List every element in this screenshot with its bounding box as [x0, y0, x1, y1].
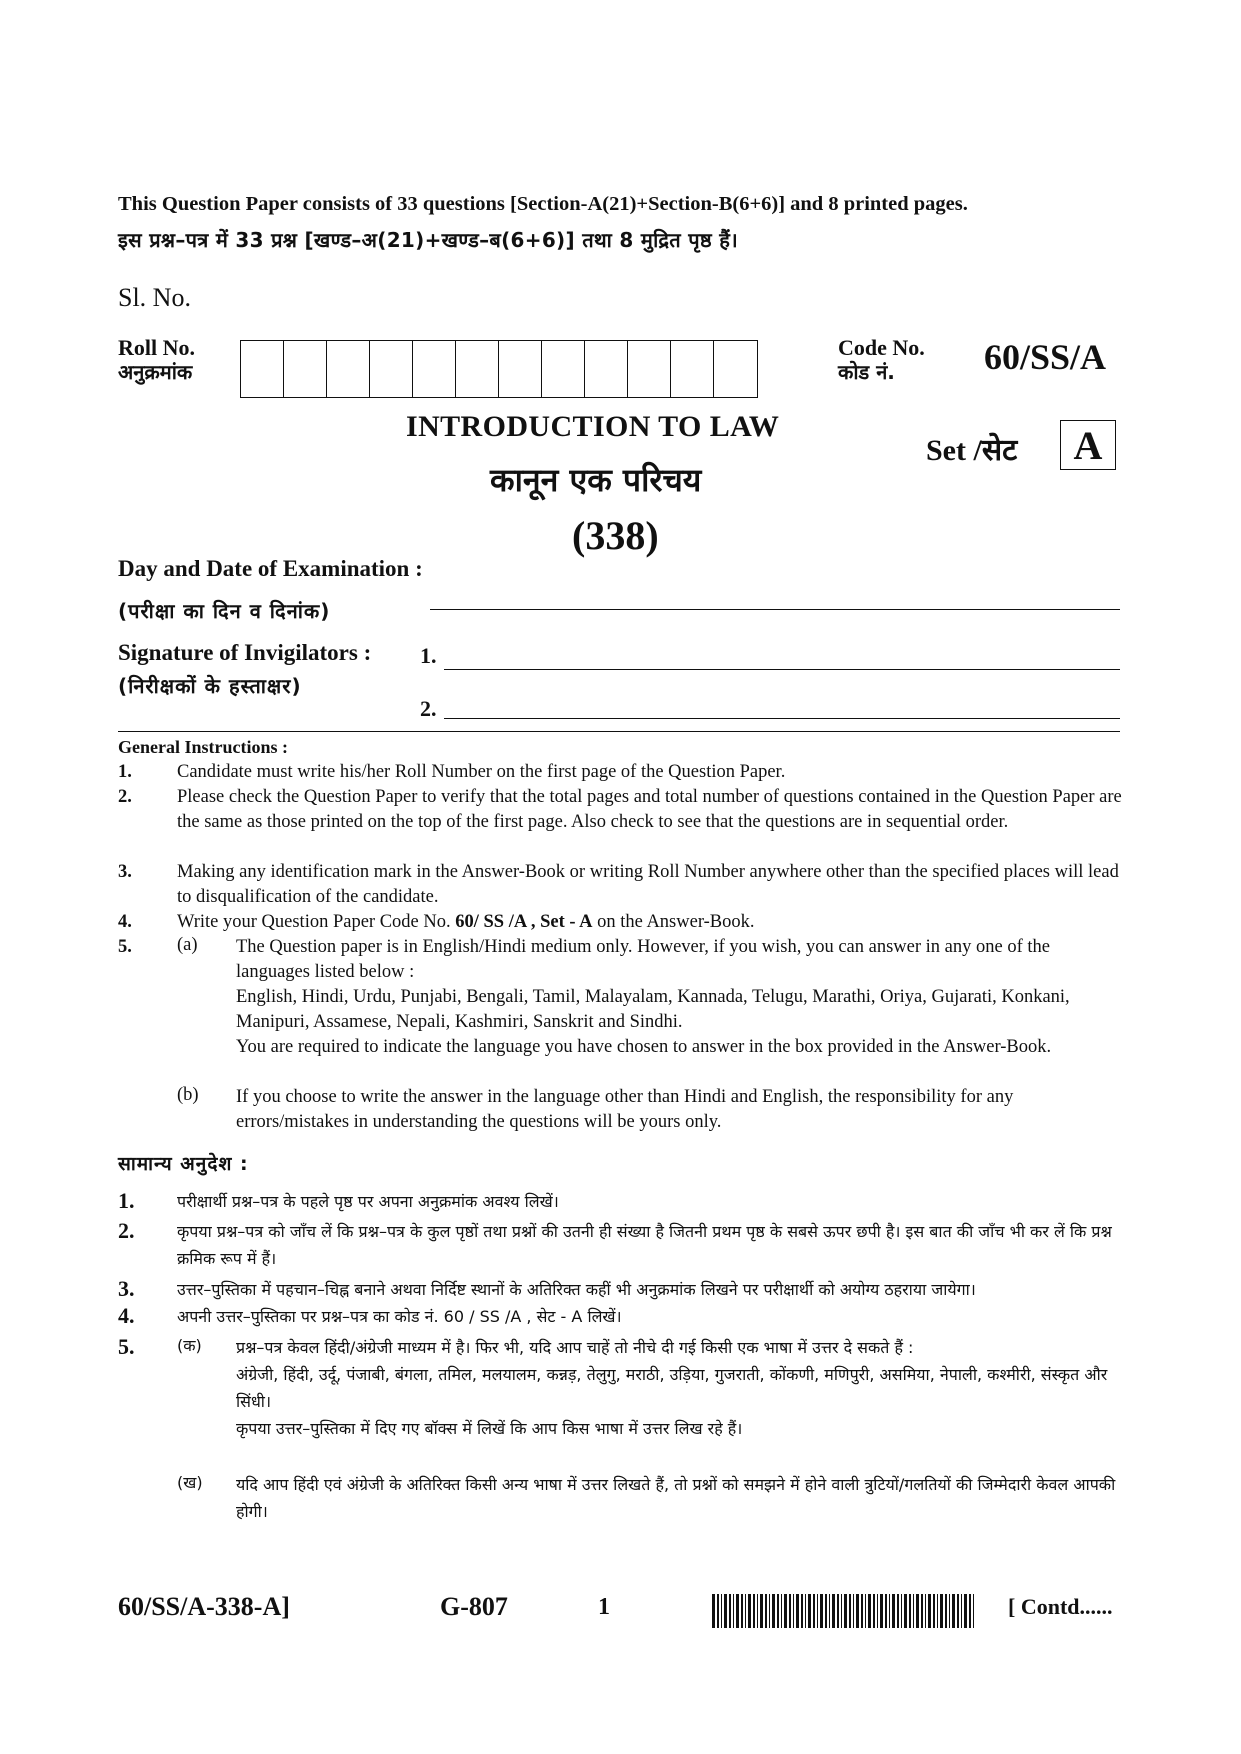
general-instructions-title: General Instructions :: [118, 737, 288, 757]
subject-code: (338): [572, 513, 659, 558]
roll-number-box[interactable]: [628, 341, 671, 397]
footer-page-number: 1: [598, 1594, 610, 1620]
subject-title-hi: कानून एक परिचय: [490, 461, 702, 499]
instruction-3-text: Making any identification mark in the Answer-Book or writing Roll Number anywhere other than the specified places will lead to disqualification of the candidate.: [177, 862, 1119, 907]
hi-instruction-5kha-label: (ख): [177, 1473, 203, 1492]
hi-instruction-2-number: 2.: [118, 1218, 135, 1243]
roll-number-box[interactable]: [499, 341, 542, 397]
roll-number-box[interactable]: [327, 341, 370, 397]
roll-number-box[interactable]: [456, 341, 499, 397]
roll-number-box[interactable]: [585, 341, 628, 397]
instruction-4-text: [177, 910, 1123, 935]
hi-instruction-3-text: उत्तर–पुस्तिका में पहचान–चिह्न बनाने अथवा निर्दिष्ट स्थानों के अतिरिक्त कहीं भी अनुक्रमांक लिखने पर परीक्षार्थी को अयोग्य ठहराया जायेगा।: [177, 1280, 976, 1299]
instruction-4-code: 60/ SS /A , Set - A: [455, 912, 593, 932]
paper-info-en: This Question Paper consists of 33 questions [Section-A(21)+Section-B(6+6)] and 8 printed pages.: [118, 193, 968, 215]
hi-instruction-5-number: 5.: [118, 1334, 135, 1359]
invigilator-signature-label-en: Signature of Invigilators :: [118, 640, 372, 665]
section-divider: [118, 731, 1120, 732]
instruction-5-number: 5.: [118, 937, 132, 957]
footer-continued: [ Contd......: [1008, 1594, 1113, 1619]
code-number-value: 60/SS/A: [984, 337, 1107, 377]
invigilator-1-number: 1.: [420, 643, 437, 668]
roll-number-box[interactable]: [542, 341, 585, 397]
roll-number-box[interactable]: [714, 341, 757, 397]
hi-instruction-5ka-text-3: कृपया उत्तर–पुस्तिका में दिए गए बॉक्स में लिखें कि आप किस भाषा में उत्तर लिख रहे हैं।: [236, 1419, 743, 1438]
hi-instruction-5ka-label: (क): [177, 1336, 202, 1355]
hi-instruction-2-text: कृपया प्रश्न–पत्र को जाँच लें कि प्रश्न–पत्र के कुल पृष्ठों तथा प्रश्नों की उतनी ही संख्या है जितनी प्रथम पृष्ठ के सबसे ऊपर छपी है। इस बात की जाँच भी कर लें कि प्रश्न क्रमिक रूप में हैं।: [177, 1222, 1112, 1268]
exam-date-line[interactable]: [430, 609, 1120, 610]
instruction-5a-text-1: The Question paper is in English/Hindi medium only. However, if you wish, you can answer in any one of the languages listed below :: [236, 937, 1050, 982]
roll-number-label: [118, 336, 195, 384]
roll-number-box[interactable]: [241, 341, 284, 397]
hi-instruction-4-number: 4.: [118, 1303, 135, 1328]
footer-g-code: G-807: [440, 1592, 508, 1621]
instruction-3-number: 3.: [118, 862, 132, 882]
instruction-4-pre: Write your Question Paper Code No.: [177, 912, 456, 932]
instruction-2-number: 2.: [118, 787, 132, 807]
instruction-4-number: 4.: [118, 912, 132, 932]
instruction-5b-text: If you choose to write the answer in the language other than Hindi and English, the responsibility for any errors/mistakes in understanding the questions will be yours only.: [236, 1087, 1014, 1132]
hi-instruction-5ka-text: [236, 1334, 1123, 1442]
instruction-5a-languages: English, Hindi, Urdu, Punjabi, Bengali, Tamil, Malayalam, Kannada, Telugu, Marathi, Oriya, Gujarati, Konkani, Manipuri, Assamese, Nepali, Kashmiri, Sanskrit and Sindhi.: [236, 987, 1070, 1032]
instruction-5a-text: [236, 935, 1123, 1060]
code-label-en: Code No.: [838, 335, 925, 360]
instruction-1-number: 1.: [118, 762, 132, 782]
roll-number-boxes[interactable]: [240, 340, 758, 398]
hi-instruction-4-text: अपनी उत्तर–पुस्तिका पर प्रश्न–पत्र का कोड नं. 60 / SS /A , सेट - A लिखें।: [177, 1307, 622, 1326]
hi-instruction-3-number: 3.: [118, 1276, 135, 1301]
instruction-4-post: on the Answer-Book.: [592, 912, 755, 932]
hi-instruction-5ka-languages: अंग्रेजी, हिंदी, उर्दू, पंजाबी, बंगला, तमिल, मलयालम, कन्नड़, तेलुगु, मराठी, उड़िया, गुजराती, कोंकणी, मणिपुरी, असमिया, नेपाली, कश्मीरी, संस्कृत और सिंधी।: [236, 1365, 1108, 1411]
hi-instruction-1-number: 1.: [118, 1188, 135, 1213]
instruction-5a-text-3: You are required to indicate the language you have chosen to answer in the box provided in the Answer-Book.: [236, 1037, 1052, 1057]
instruction-5b-label: (b): [177, 1085, 199, 1105]
exam-date-label-en: Day and Date of Examination :: [118, 556, 423, 581]
roll-number-box[interactable]: [413, 341, 456, 397]
paper-info-hi: इस प्रश्न–पत्र में 33 प्रश्न [खण्ड–अ(21)+खण्ड–ब(6+6)] तथा 8 मुद्रित पृष्ठ हैं।: [118, 228, 739, 252]
roll-label-en: Roll No.: [118, 335, 195, 360]
code-number-label: [838, 336, 925, 384]
samanya-anudesh-title: सामान्य अनुदेश :: [118, 1153, 249, 1175]
invigilator-signature-label-hi: (निरीक्षकों के हस्ताक्षर): [118, 674, 302, 698]
instruction-2-text: Please check the Question Paper to verify that the total pages and total number of questions contained in the Question Paper are the same as those printed on the top of the first page. Also check to see that the questions are in sequential order.: [177, 787, 1122, 832]
invigilator-1-signature-line[interactable]: [444, 669, 1120, 670]
instruction-5a-label: (a): [177, 935, 198, 955]
roll-number-box[interactable]: [284, 341, 327, 397]
code-label-hi: कोड नं.: [838, 360, 895, 384]
hi-instruction-5kha-text: यदि आप हिंदी एवं अंग्रेजी के अतिरिक्त किसी अन्य भाषा में उत्तर लिखते हैं, तो प्रश्नों को समझने में होने वाली त्रुटियों/गलतियों की जिम्मेदारी केवल आपकी होगी।: [236, 1475, 1116, 1521]
exam-date-label-hi: (परीक्षा का दिन व दिनांक): [118, 599, 331, 623]
barcode-icon: [712, 1594, 978, 1628]
serial-number-label: Sl. No.: [118, 283, 191, 312]
roll-number-box[interactable]: [671, 341, 714, 397]
roll-label-hi: अनुक्रमांक: [118, 360, 193, 384]
subject-title-en: INTRODUCTION TO LAW: [406, 410, 780, 443]
invigilator-2-signature-line[interactable]: [444, 718, 1120, 719]
hi-instruction-5ka-text-1: प्रश्न–पत्र केवल हिंदी/अंग्रेजी माध्यम में है। फिर भी, यदि आप चाहें तो नीचे दी गई किसी एक भाषा में उत्तर दे सकते हैं :: [236, 1338, 914, 1357]
set-value-box: A: [1060, 420, 1116, 470]
hi-instruction-1-text: परीक्षार्थी प्रश्न–पत्र के पहले पृष्ठ पर अपना अनुक्रमांक अवश्य लिखें।: [177, 1192, 559, 1211]
instruction-1-text: Candidate must write his/her Roll Number on the first page of the Question Paper.: [177, 762, 786, 782]
set-label: Set /सेट: [926, 434, 1018, 467]
invigilator-2-number: 2.: [420, 696, 437, 721]
footer-paper-code: 60/SS/A-338-A]: [118, 1592, 290, 1621]
roll-number-box[interactable]: [370, 341, 413, 397]
